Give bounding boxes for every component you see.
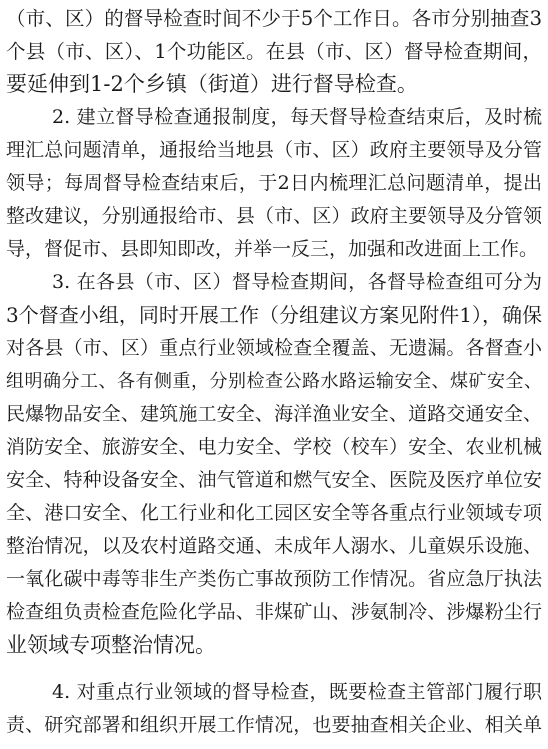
text-line: 3个督查小组，同时开展工作（分组建议方案见附件1），确保 <box>6 303 542 327</box>
paragraph-2-first-line: 2. 建立督导检查通报制度，每天督导检查结束后，及时梳 <box>52 106 542 128</box>
text-line: （市、区）的督导检查时间不少于5个工作日。各市分别抽查3 <box>6 7 542 30</box>
text-line: 安全、特种设备安全、油气管道和燃气安全、医院及医疗单位安 <box>6 469 542 491</box>
text-line: 整改建议，分别通报给市、县（市、区）政府主要领导及分管领 <box>6 205 542 227</box>
text-line: 民爆物品安全、建筑施工安全、海洋渔业安全、道路交通安全、 <box>6 403 542 425</box>
text-line: 领导；每周督导检查结束后，于2日内梳理汇总问题清单，提出 <box>6 172 542 194</box>
text-line: 全、港口安全、化工行业和化工园区安全等各重点行业领域专项 <box>6 502 542 524</box>
text-line: 组明确分工、各有侧重，分别检查公路水路运输安全、煤矿安全、 <box>6 371 542 392</box>
paragraph-4-first-line: 4. 对重点行业领域的督导检查，既要检查主管部门履行职 <box>52 681 542 703</box>
paragraph-3-first-line: 3. 在各县（市、区）督导检查期间，各督导检查组可分为 <box>52 271 542 293</box>
text-line: 整治情况，以及农村道路交通、未成年人溺水、儿童娱乐设施、 <box>6 535 542 557</box>
text-line: 要延伸到1-2个乡镇（街道）进行督导检查。 <box>6 72 418 96</box>
text-line: 业领域专项整治情况。 <box>6 633 216 657</box>
text-line: 理汇总问题清单，通报给当地县（市、区）政府主要领导及分管 <box>6 139 542 161</box>
text-line: 消防安全、旅游安全、电力安全、学校（校车）安全、农业机械 <box>6 436 542 458</box>
text-line: 责、研究部署和组织开展工作情况，也要抽查相关企业、相关单 <box>6 714 542 736</box>
text-line: 一氧化碳中毒等非生产类伤亡事故预防工作情况。省应急厅执法 <box>6 568 542 590</box>
text-line: 对各县（市、区）重点行业领域检查全覆盖、无遗漏。各督查小 <box>6 337 542 359</box>
text-line: 个县（市、区）、1个功能区。在县（市、区）督导检查期间， <box>6 40 542 63</box>
text-line: 检查组负责检查危险化学品、非煤矿山、涉氨制冷、涉爆粉尘行 <box>6 601 542 623</box>
text-line: 导，督促市、县即知即改，并举一反三，加强和改进面上工作。 <box>6 238 539 260</box>
